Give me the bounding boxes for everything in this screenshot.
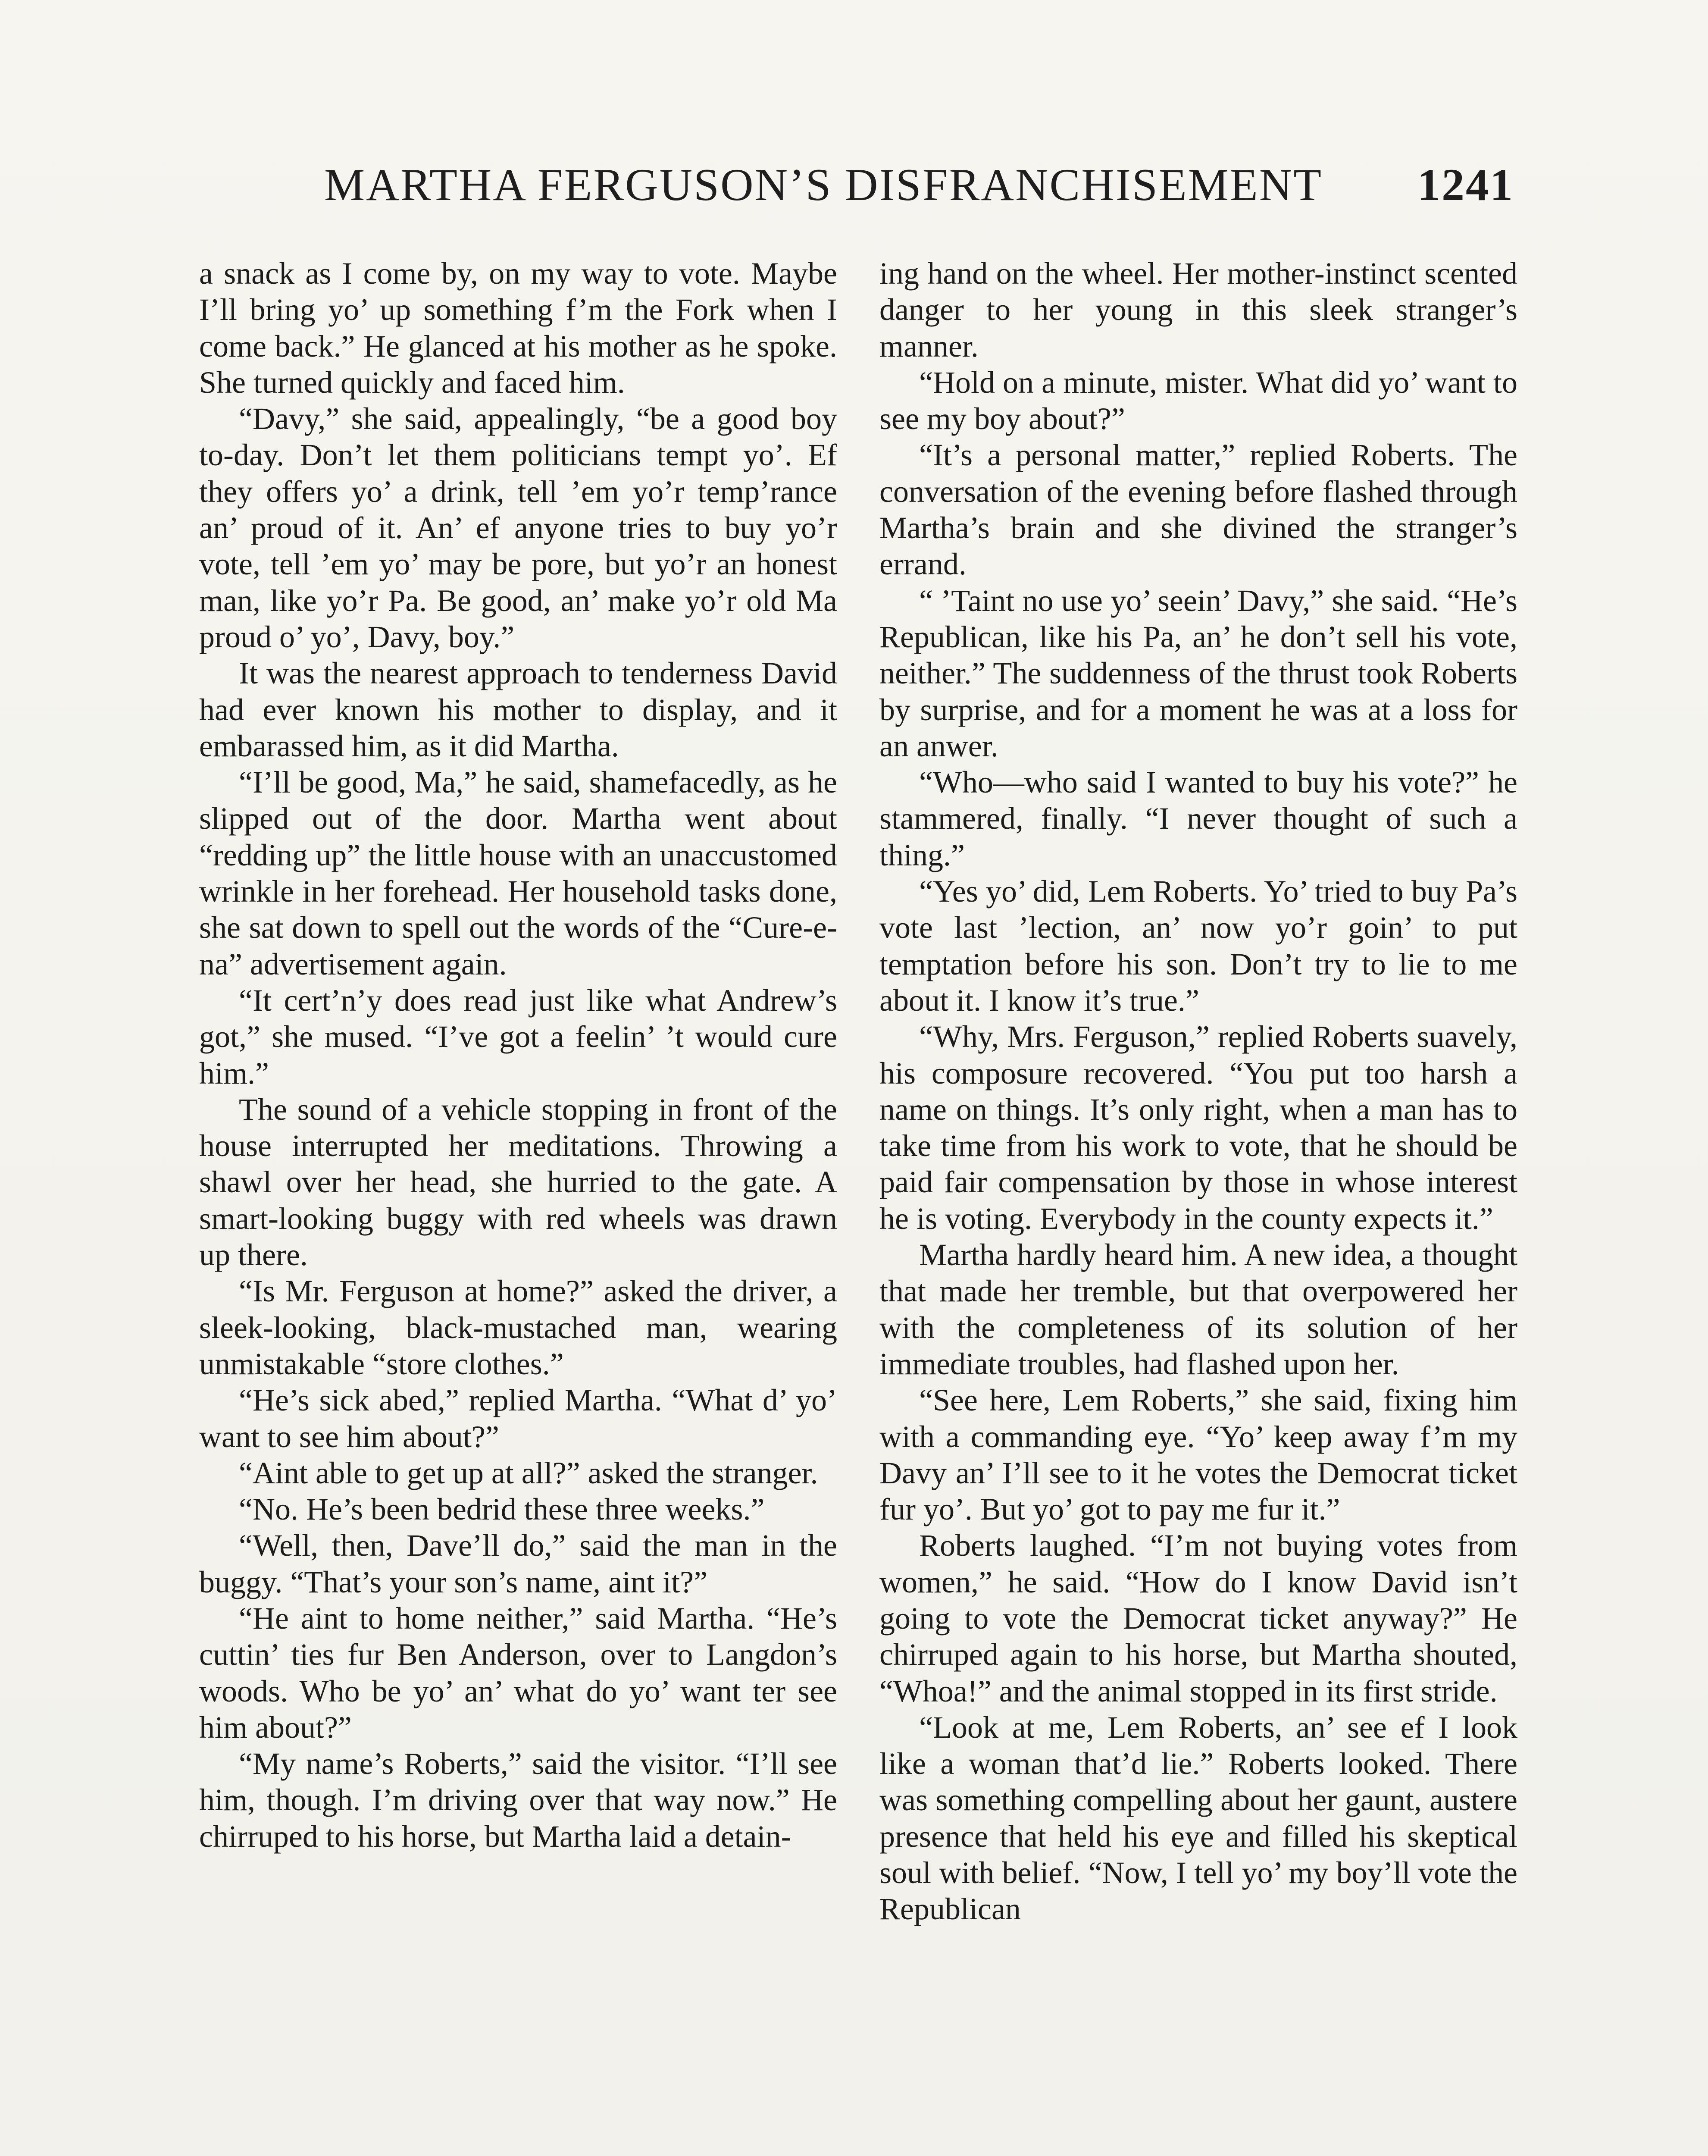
paragraph: “Yes yo’ did, Lem Roberts. Yo’ tried to buy Pa’s vote last ’lection, an’ now yo’r goin’ to put temptation before his son. Don’t try to lie to me about it. I know it’s true.”	[879, 874, 1517, 1018]
paragraph: The sound of a vehicle stopping in front of the house interrupted her meditations. Throwing a shawl over her head, she hurried to the gate. A smart-looking buggy with red wheels was drawn up there.	[199, 1092, 837, 1272]
paragraph: “My name’s Roberts,” said the visitor. “I’ll see him, though. I’m driving over that way now.” He chirruped to his horse, but Martha laid a detain-	[199, 1746, 837, 1854]
paragraph: “He aint to home neither,” said Martha. “He’s cuttin’ ties fur Ben Anderson, over to Langdon’s woods. Who be yo’ an’ what do yo’ want ter see him about?”	[199, 1601, 837, 1745]
paragraph: “It cert’n’y does read just like what Andrew’s got,” she mused. “I’ve got a feelin’ ’t would cure him.”	[199, 983, 837, 1091]
paragraph: “He’s sick abed,” replied Martha. “What d’ yo’ want to see him about?”	[199, 1383, 837, 1454]
paragraph: “No. He’s been bedrid these three weeks.”	[239, 1492, 765, 1527]
paragraph: “Davy,” she said, appealingly, “be a good boy to-day. Don’t let them politicians tempt yo’. Ef they offers yo’ a drink, tell ’em yo’r temp’rance an’ proud of it. An’ ef anyone tries to buy yo’r vote, tell ’em yo’ may be pore, but yo’r an honest man, like yo’r Pa. Be good, an’ make yo’r old Ma proud o’ yo’, Davy, boy.”	[199, 401, 837, 654]
paragraph: “See here, Lem Roberts,” she said, fixing him with a commanding eye. “Yo’ keep away f’m my Davy an’ I’ll see to it he votes the Democrat ticket fur yo’. But yo’ got to pay me fur it.”	[879, 1383, 1517, 1527]
paragraph: It was the nearest approach to tenderness David had ever known his mother to display, and it embarassed him, as it did Martha.	[199, 656, 837, 763]
paragraph: “ ’Taint no use yo’ seein’ Davy,” she said. “He’s Republican, like his Pa, an’ he don’t sell his vote, neither.” The suddenness of the thrust took Roberts by surprise, and for a moment he was at a loss for an anwer.	[879, 583, 1517, 763]
paragraph: ing hand on the wheel. Her mother-instinct scented danger to her young in this sleek stranger’s manner.	[879, 256, 1517, 364]
right-column	[879, 255, 1517, 1927]
paragraph: “Is Mr. Ferguson at home?” asked the driver, a sleek-looking, black-mustached man, wearing unmistakable “store clothes.”	[199, 1274, 837, 1381]
paragraph: “Why, Mrs. Ferguson,” replied Roberts suavely, his composure recovered. “You put too harsh a name on things. It’s only right, when a man has to take time from his work to vote, that he should be paid fair compensation by those in whose interest he is voting. Everybody in the county expects it.”	[879, 1019, 1517, 1236]
paragraph: “Look at me, Lem Roberts, an’ see ef I look like a woman that’d lie.” Roberts looked. There was something compelling about her gaunt, austere presence that held his eye and filled his skeptical soul with belief. “Now, I tell yo’ my boy’ll vote the Republican	[879, 1710, 1517, 1927]
paragraph: Roberts laughed. “I’m not buying votes from women,” he said. “How do I know David isn’t going to vote the Democrat ticket anyway?” He chirruped again to his horse, but Martha shouted, “Whoa!” and the animal stopped in its first stride.	[879, 1528, 1517, 1708]
article-title: MARTHA FERGUSON’S DISFRANCHISEMENT	[324, 160, 1323, 210]
paragraph: “I’ll be good, Ma,” he said, shamefacedly, as he slipped out of the door. Martha went about “redding up” the little house with an unaccustomed wrinkle in her forehead. Her household tasks done, she sat down to spell out the words of the “Cure-e-na” advertisement again.	[199, 765, 837, 981]
page-number: 1241	[1417, 160, 1514, 210]
running-head	[324, 162, 1514, 208]
paragraph: “Hold on a minute, mister. What did yo’ want to see my boy about?”	[879, 365, 1517, 436]
paragraph: “Who—who said I wanted to buy his vote?” he stammered, finally. “I never thought of such a thing.”	[879, 765, 1517, 872]
paragraph: Martha hardly heard him. A new idea, a thought that made her tremble, but that overpowered her with the completeness of its solution of her immediate troubles, had flashed upon her.	[879, 1238, 1517, 1381]
paragraph: a snack as I come by, on my way to vote. Maybe I’ll bring yo’ up something f’m the Fork when I come back.” He glanced at his mother as he spoke. She turned quickly and faced him.	[199, 256, 837, 400]
paragraph: “It’s a personal matter,” replied Roberts. The conversation of the evening before flashed through Martha’s brain and she divined the stranger’s errand.	[879, 438, 1517, 582]
paragraph: “Aint able to get up at all?” asked the stranger.	[239, 1455, 818, 1490]
paragraph: “Well, then, Dave’ll do,” said the man in the buggy. “That’s your son’s name, aint it?”	[199, 1528, 837, 1599]
left-column	[199, 255, 837, 1855]
